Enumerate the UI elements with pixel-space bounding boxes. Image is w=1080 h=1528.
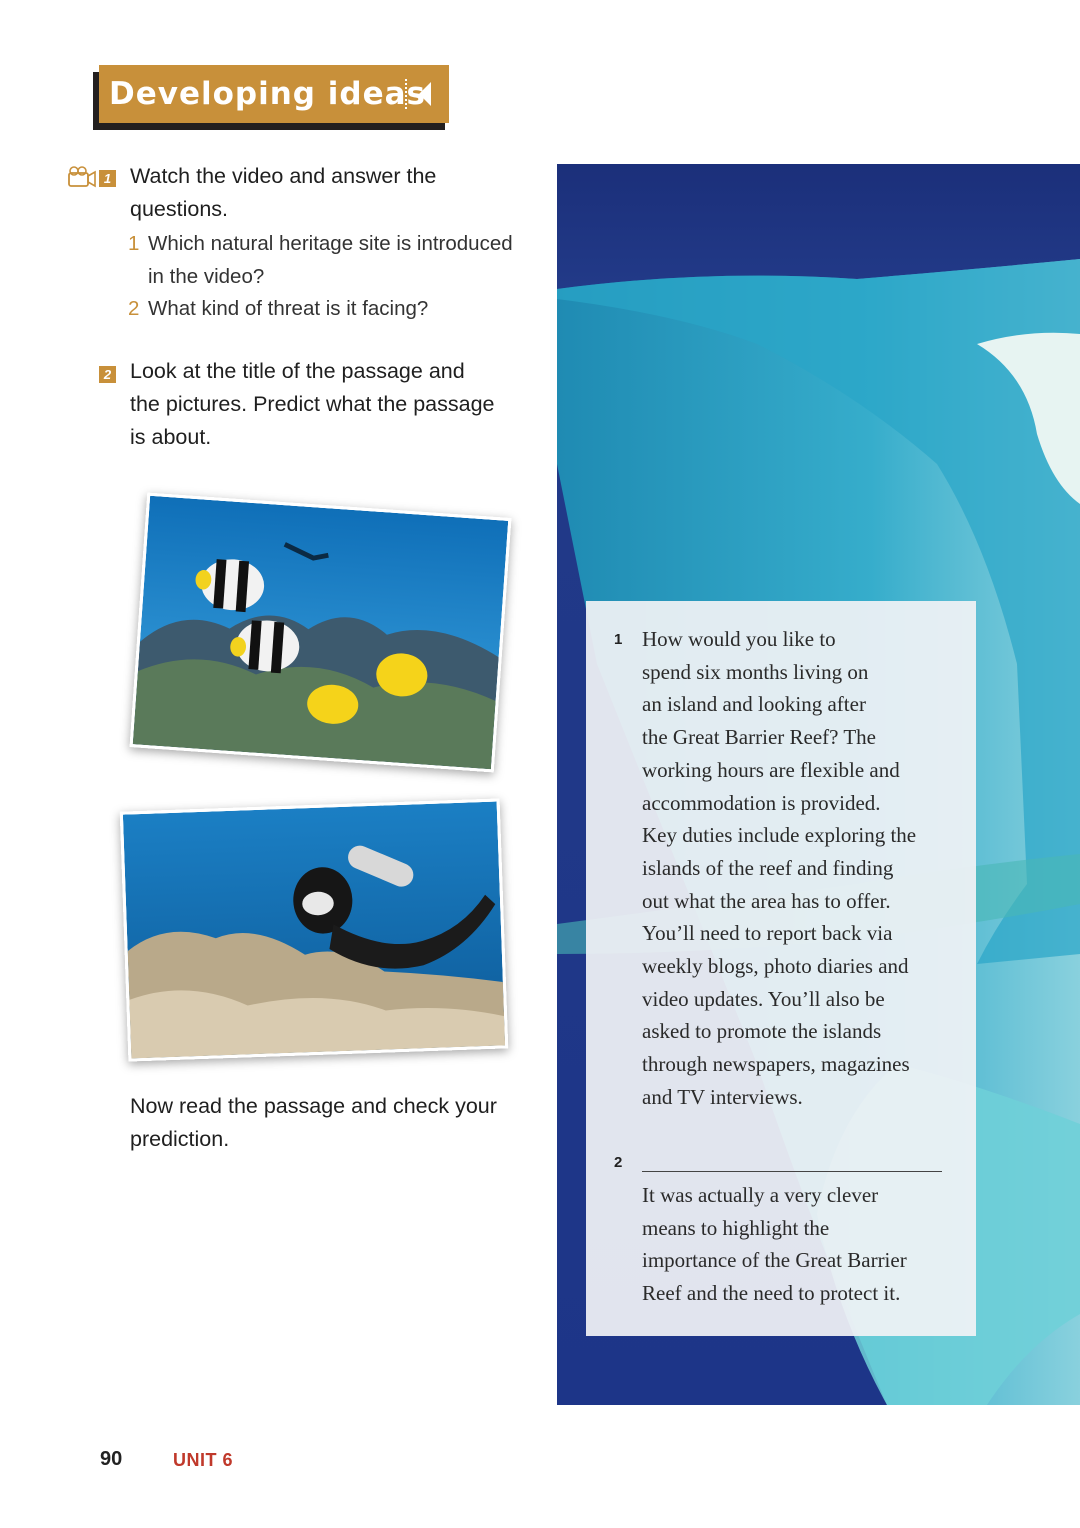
header-badge <box>99 65 449 123</box>
diver-photo <box>120 798 508 1061</box>
paragraph-number-2: 2 <box>614 1154 623 1171</box>
check-line: Now read the passage and check your <box>130 1094 497 1118</box>
prompt-line: the pictures. Predict what the passage <box>130 392 495 416</box>
unit-label: UNIT 6 <box>173 1450 234 1470</box>
triangle-left-icon <box>419 82 431 106</box>
badge-divider <box>405 79 407 109</box>
passage-box <box>586 601 976 1336</box>
prompt-line: is about. <box>130 425 212 449</box>
passage-line: weekly blogs, photo diaries and <box>642 954 909 979</box>
passage-line: through newspapers, magazines <box>642 1052 910 1077</box>
passage-line: It was actually a very clever <box>642 1183 879 1207</box>
question-2 <box>128 292 428 325</box>
passage-line: video updates. You’ll also be <box>642 986 885 1011</box>
check-prediction-text <box>130 1090 497 1156</box>
question-text: What kind of threat is it facing? <box>148 297 429 320</box>
question-number: 2 <box>128 297 140 320</box>
activity-number-1: 1 <box>99 170 116 187</box>
passage-line: asked to promote the islands <box>642 1019 882 1044</box>
passage-line: Reef and the need to protect it. <box>642 1281 901 1306</box>
question-1 <box>128 227 513 293</box>
passage-line: Key duties include exploring the <box>642 823 917 848</box>
question-text: in the video? <box>148 265 265 288</box>
passage-line: You’ll need to report back via <box>642 921 893 946</box>
section-title: Developing ideas <box>109 76 426 112</box>
passage-line: accommodation is provided. <box>642 790 881 815</box>
passage-line: the Great Barrier Reef? The <box>642 725 876 750</box>
passage-line: out what the area has to offer. <box>642 888 891 913</box>
page-number: 90 <box>100 1448 123 1470</box>
activity1-prompt <box>130 160 436 226</box>
video-camera-icon <box>68 166 96 188</box>
check-line: prediction. <box>130 1127 230 1151</box>
passage-line: means to highlight the <box>642 1215 830 1240</box>
prompt-line: Watch the video and answer the <box>130 164 437 188</box>
passage-line: working hours are flexible and <box>642 757 900 782</box>
passage-line: spend six months living on <box>642 659 869 684</box>
question-number: 1 <box>128 232 140 255</box>
prompt-line: questions. <box>130 197 229 221</box>
passage-line: importance of the Great Barrier <box>642 1248 907 1273</box>
question-text: Which natural heritage site is introduced <box>148 232 513 255</box>
fish-coral-photo <box>130 493 512 773</box>
paragraph-1 <box>642 623 916 1114</box>
activity2-prompt <box>130 355 495 454</box>
title-blank-line[interactable] <box>642 1171 942 1172</box>
paragraph-2 <box>642 1179 907 1310</box>
passage-line: and TV interviews. <box>642 1084 803 1109</box>
paragraph-number-1: 1 <box>614 631 623 648</box>
prompt-line: Look at the title of the passage and <box>130 359 465 383</box>
passage-line: How would you like to <box>642 627 836 651</box>
passage-line: an island and looking after <box>642 692 866 717</box>
passage-line: islands of the reef and finding <box>642 855 894 880</box>
activity-number-2: 2 <box>99 366 116 383</box>
